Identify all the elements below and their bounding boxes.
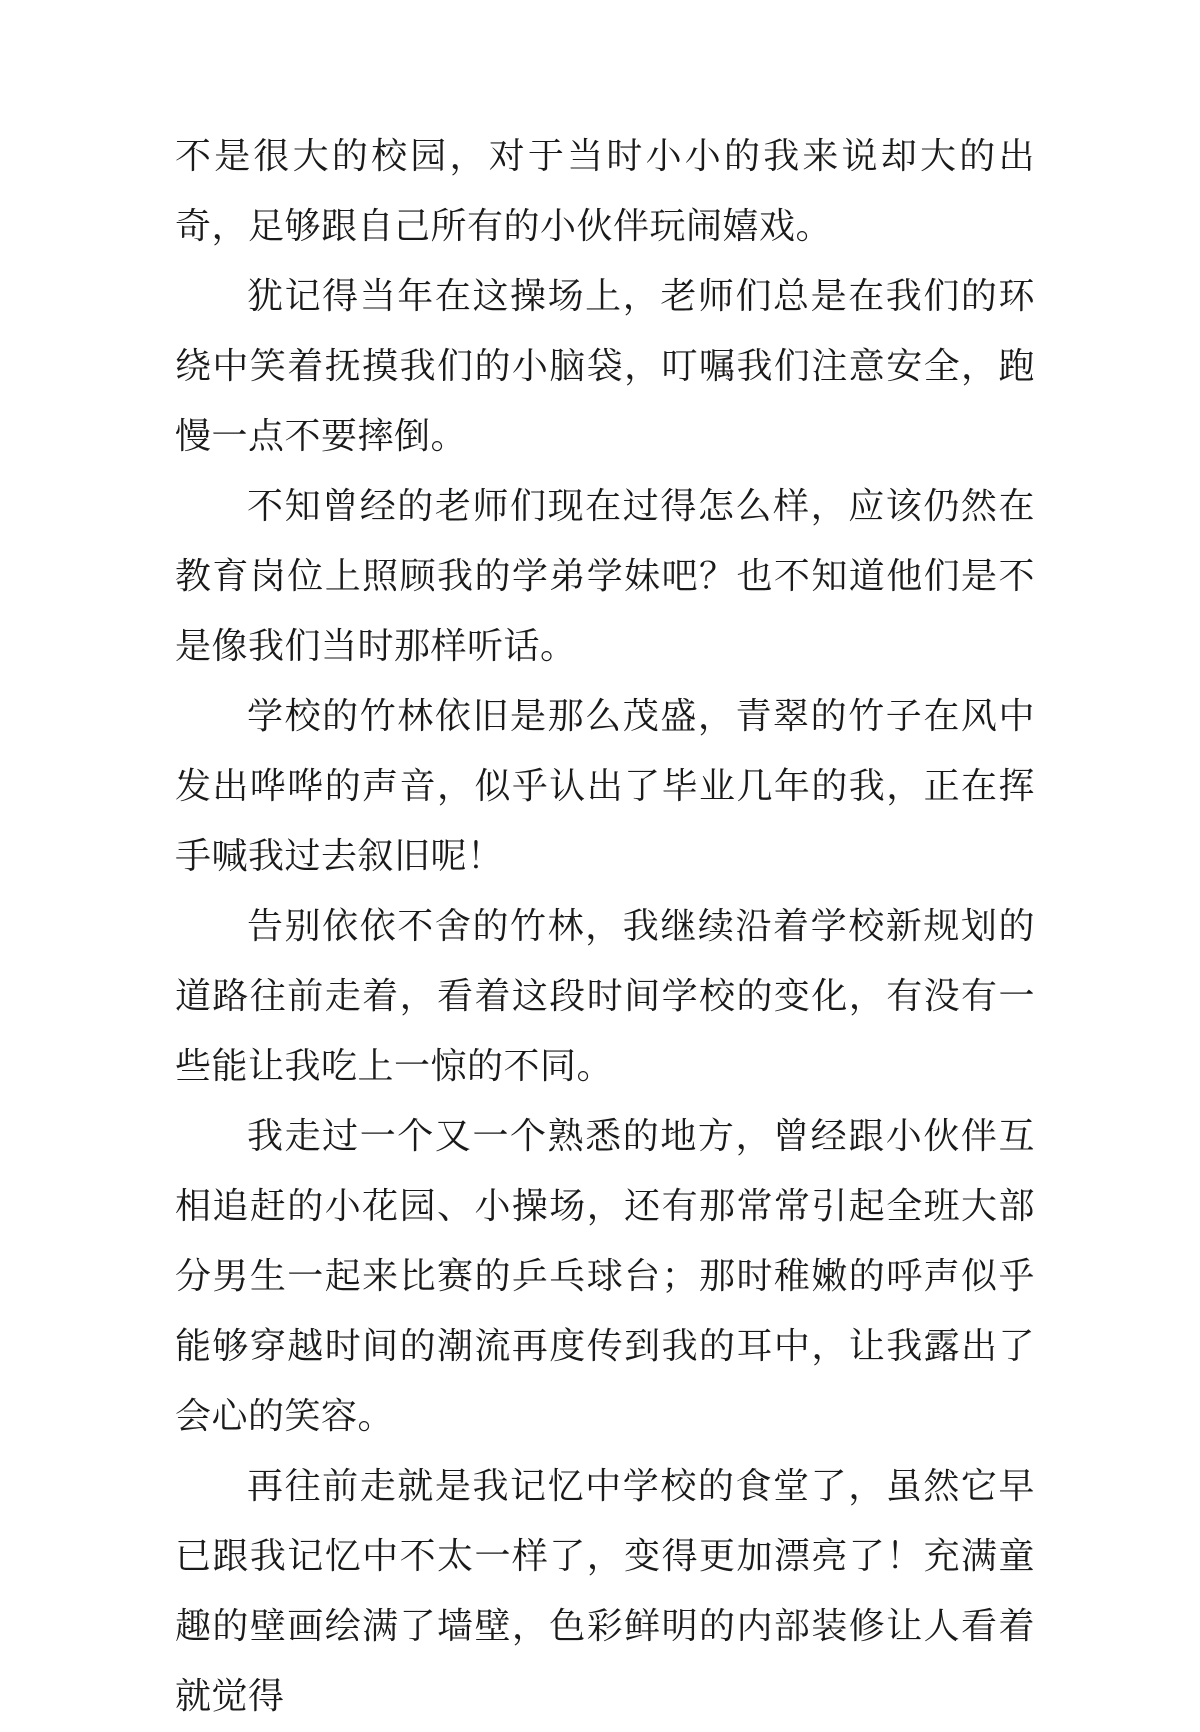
document-body [175, 122, 1035, 1732]
paragraph-1: 不是很大的校园，对于当时小小的我来说却大的出奇，足够跟自己所有的小伙伴玩闹嬉戏。 [175, 136, 1035, 247]
paragraph-3: 不知曾经的老师们现在过得怎么样，应该仍然在教育岗位上照顾我的学弟学妹吧？也不知道他们是不是像我们当时那样听话。 [175, 486, 1035, 667]
paragraph-6: 我走过一个又一个熟悉的地方，曾经跟小伙伴互相追赶的小花园、小操场，还有那常常引起全班大部分男生一起来比赛的乒乓球台；那时稚嫩的呼声似乎能够穿越时间的潮流再度传到我的耳中，让我露出了会心的笑容。 [175, 1116, 1035, 1437]
paragraph-5: 告别依依不舍的竹林，我继续沿着学校新规划的道路往前走着，看着这段时间学校的变化，有没有一些能让我吃上一惊的不同。 [175, 906, 1035, 1087]
paragraph-2: 犹记得当年在这操场上，老师们总是在我们的环绕中笑着抚摸我们的小脑袋，叮嘱我们注意安全，跑慢一点不要摔倒。 [175, 276, 1035, 457]
paragraph-4: 学校的竹林依旧是那么茂盛，青翠的竹子在风中发出哗哗的声音，似乎认出了毕业几年的我，正在挥手喊我过去叙旧呢！ [175, 696, 1035, 877]
paragraph-7: 再往前走就是我记忆中学校的食堂了，虽然它早已跟我记忆中不太一样了，变得更加漂亮了！充满童趣的壁画绘满了墙壁，色彩鲜明的内部装修让人看着就觉得 [175, 1466, 1035, 1717]
